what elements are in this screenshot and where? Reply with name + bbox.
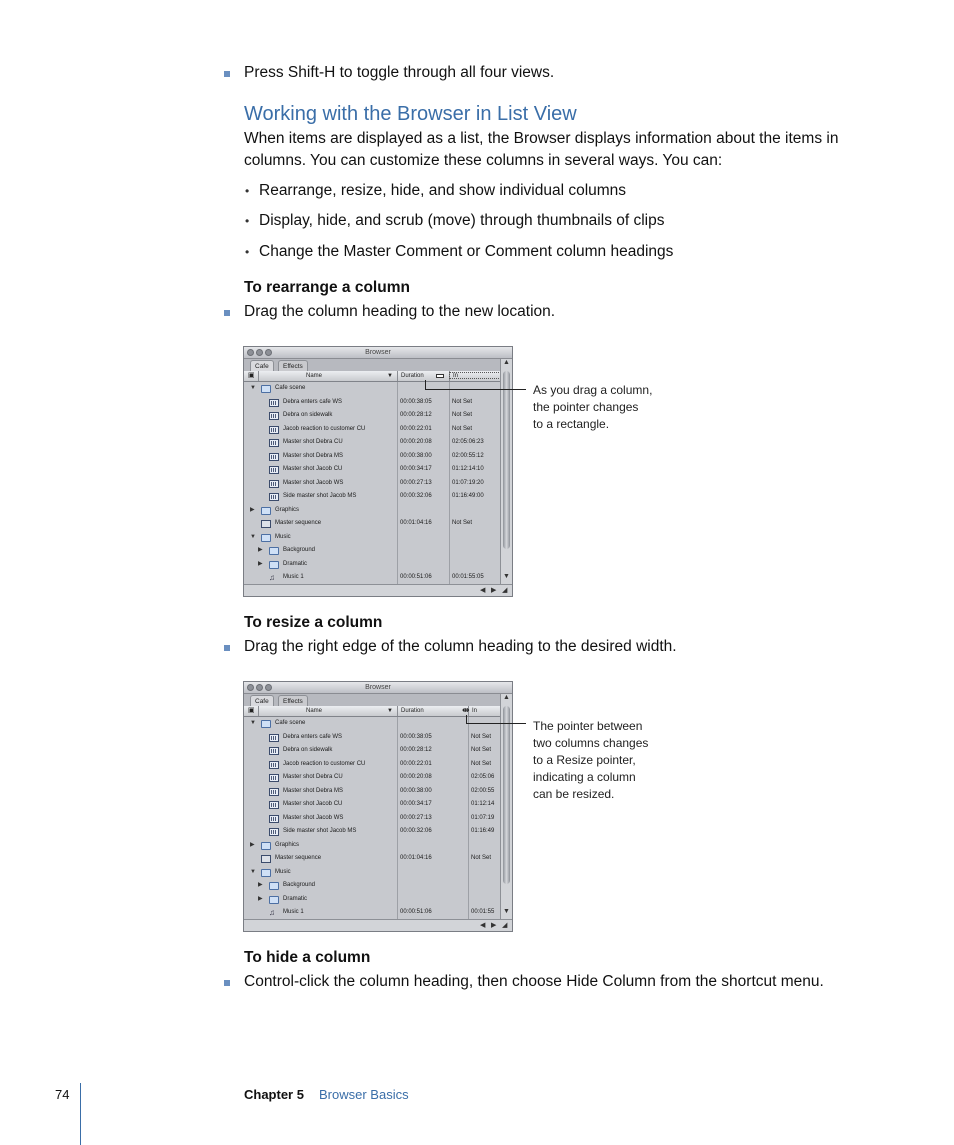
column-header-row (244, 706, 500, 717)
table-row (244, 544, 500, 558)
table-row (244, 866, 500, 880)
cell-in: 01:16:49 (471, 828, 495, 834)
disclosure-open-icon: ▼ (250, 868, 256, 875)
clip-icon (269, 774, 279, 782)
tab-bar (244, 694, 512, 706)
bin-folder-icon (261, 507, 271, 515)
vertical-scrollbar (500, 359, 513, 584)
cell-duration: 00:00:38:00 (400, 452, 432, 459)
clip-icon (269, 426, 279, 434)
vertical-scrollbar (500, 694, 513, 919)
table-row (244, 409, 500, 423)
clip-icon (269, 493, 279, 501)
cell-in: Not Set (452, 412, 473, 418)
cell-name: Dramatic (283, 895, 308, 902)
cell-name: Master sequence (275, 520, 322, 526)
bin-folder-icon (261, 842, 271, 850)
sort-arrow-icon: ▼ (387, 708, 393, 714)
table-row (244, 812, 500, 826)
cell-name: Dramatic (283, 560, 308, 567)
cell-in: 01:07:19:20 (452, 479, 484, 486)
table-row (244, 771, 500, 785)
callout-line: The pointer between (533, 719, 643, 733)
task-title-resize: To resize a column (244, 614, 383, 631)
cell-in: Not Set (471, 733, 492, 740)
clip-icon (269, 734, 279, 742)
table-row (244, 825, 500, 839)
cell-duration: 00:00:51:06 (400, 574, 432, 580)
resize-pointer-icon: ⇹ (462, 705, 470, 715)
table-row (244, 839, 500, 853)
table-row (244, 463, 500, 477)
cell-name: Master shot Jacob CU (283, 801, 343, 807)
column-header-duration: Duration (401, 708, 424, 714)
table-row (244, 423, 500, 437)
browser-window-screenshot (243, 346, 513, 597)
bin-folder-icon (269, 896, 279, 904)
window-title: Browser (365, 684, 391, 691)
scroll-right-arrow-icon: ▶ (491, 587, 497, 594)
task-title-hide: To hide a column (244, 949, 371, 966)
cell-name: Master shot Debra CU (283, 439, 343, 445)
table-row (244, 517, 500, 531)
table-row (244, 571, 500, 585)
cell-name: Graphics (275, 841, 300, 848)
header-divider (258, 706, 259, 716)
page-number: 74 (55, 1087, 70, 1102)
callout-line: to a rectangle. (533, 417, 610, 431)
column-header-in: In (472, 708, 478, 714)
drag-rectangle-pointer-icon (436, 374, 444, 378)
cell-name: Cafe scene (275, 385, 306, 391)
clip-icon (269, 747, 279, 755)
cell-name: Master shot Jacob WS (283, 814, 344, 821)
bin-folder-icon (261, 720, 271, 728)
bin-folder-icon (261, 534, 271, 542)
table-row (244, 436, 500, 450)
clip-icon (269, 466, 279, 474)
table-row (244, 758, 500, 772)
disclosure-closed-icon: ▶ (250, 506, 255, 513)
disclosure-closed-icon: ▶ (250, 841, 255, 848)
list-item: Rearrange, resize, hide, and show individual columns (259, 182, 627, 199)
cell-name: Master shot Jacob WS (283, 479, 344, 486)
bullet-square (224, 71, 230, 77)
cell-in: 02:05:06 (471, 774, 495, 780)
cell-in: Not Set (471, 747, 492, 753)
table-row (244, 906, 500, 920)
task-step-rearrange: Drag the column heading to the new location. (244, 303, 556, 320)
cell-in: Not Set (471, 760, 492, 767)
column-header-name: Name (306, 708, 323, 714)
clip-icon (269, 480, 279, 488)
table-row (244, 893, 500, 907)
cell-duration: 00:00:32:06 (400, 493, 432, 499)
cell-in: 02:05:06:23 (452, 439, 484, 445)
clip-icon (269, 788, 279, 796)
cell-duration: 00:00:34:17 (400, 801, 432, 807)
footer-chapter: Chapter 5 (244, 1087, 304, 1102)
table-row (244, 852, 500, 866)
intro-bullet-text: Press Shift-H to toggle through all four views. (244, 64, 555, 81)
table-row (244, 717, 500, 731)
task-title-rearrange: To rearrange a column (244, 279, 410, 296)
cell-name: Side master shot Jacob MS (283, 493, 357, 499)
callout-line: can be resized. (533, 787, 615, 801)
cell-in: 01:12:14 (471, 801, 495, 807)
cell-duration: 00:01:04:16 (400, 855, 432, 861)
clip-icon (269, 828, 279, 836)
scroll-down-arrow-icon: ▼ (503, 573, 510, 580)
film-icon: ▣ (248, 707, 255, 714)
table-row (244, 450, 500, 464)
cell-name: Debra on sidewalk (283, 412, 333, 418)
cell-name: Cafe scene (275, 720, 306, 726)
window-titlebar (244, 347, 512, 359)
clip-icon (269, 399, 279, 407)
cell-in: 01:07:19 (471, 814, 495, 821)
cell-duration: 00:00:38:05 (400, 733, 432, 740)
cell-name: Music 1 (283, 574, 304, 580)
callout-leader-line (466, 723, 526, 724)
sort-arrow-icon: ▼ (387, 373, 393, 379)
header-divider (258, 371, 259, 381)
cell-in: 02:00:55:12 (452, 452, 484, 459)
audio-clip-icon: ♫ (269, 908, 275, 917)
callout-line: two columns changes (533, 736, 649, 750)
header-divider (397, 706, 398, 716)
scrollbar-thumb (503, 706, 510, 884)
cell-name: Jacob reaction to customer CU (283, 760, 366, 767)
cell-name: Music 1 (283, 909, 304, 915)
scroll-down-arrow-icon: ▼ (503, 908, 510, 915)
disclosure-closed-icon: ▶ (258, 895, 263, 902)
callout-drag-column (533, 382, 652, 433)
scroll-up-arrow-icon: ▲ (503, 694, 510, 701)
cell-name: Debra enters cafe WS (283, 733, 343, 740)
disclosure-open-icon: ▼ (250, 720, 256, 726)
callout-line: As you drag a column, (533, 383, 653, 397)
cell-name: Graphics (275, 506, 300, 513)
callout-line: the pointer changes (533, 400, 639, 414)
header-divider (397, 371, 398, 381)
resize-grip-icon: ◢ (502, 922, 508, 929)
callout-resize-pointer (533, 718, 648, 803)
window-titlebar (244, 682, 512, 694)
cell-name: Music (275, 533, 291, 540)
cell-duration: 00:00:32:06 (400, 828, 432, 834)
cell-duration: 00:00:51:06 (400, 909, 432, 915)
cell-in: 02:00:55 (471, 787, 495, 794)
section-paragraph: When items are displayed as a list, the Browser displays information about the items in columns. You can customize these columns in several ways. You can: (244, 130, 839, 169)
callout-leader-line (466, 715, 467, 724)
cell-in: 00:01:55 (471, 909, 495, 915)
bullet-square (224, 310, 230, 316)
clip-icon (269, 439, 279, 447)
scroll-up-arrow-icon: ▲ (503, 359, 510, 366)
column-header-in: In (453, 373, 459, 379)
cell-name: Music (275, 868, 291, 875)
list-item: Display, hide, and scrub (move) through thumbnails of clips (259, 212, 665, 229)
table-row (244, 785, 500, 799)
column-header-name: Name (306, 373, 323, 379)
browser-window-screenshot-resize (243, 681, 513, 932)
cell-duration: 00:00:20:08 (400, 439, 432, 445)
sequence-icon (261, 855, 271, 863)
cell-duration: 00:01:04:16 (400, 520, 432, 526)
clip-icon (269, 815, 279, 823)
table-row (244, 558, 500, 572)
cell-duration: 00:00:22:01 (400, 760, 432, 767)
scroll-left-arrow-icon: ◀ (480, 922, 486, 929)
cell-name: Side master shot Jacob MS (283, 828, 357, 834)
cell-duration: 00:00:27:13 (400, 814, 432, 821)
table-row (244, 879, 500, 893)
callout-leader-line (425, 389, 526, 390)
column-header-duration: Duration (401, 373, 424, 379)
cell-name: Master shot Debra MS (283, 452, 344, 459)
cell-duration: 00:00:38:05 (400, 398, 432, 405)
cell-name: Master shot Debra CU (283, 774, 343, 780)
footer-rule (80, 1083, 81, 1145)
cell-name: Debra enters cafe WS (283, 398, 343, 405)
table-row (244, 490, 500, 504)
table-row (244, 731, 500, 745)
section-title: Working with the Browser in List View (244, 103, 577, 125)
cell-duration: 00:00:28:12 (400, 747, 432, 753)
tab-effects: Effects (278, 695, 308, 707)
window-title: Browser (365, 349, 391, 356)
horizontal-scrollbar (244, 584, 512, 597)
cell-in: Not Set (452, 520, 473, 526)
disclosure-open-icon: ▼ (250, 533, 256, 540)
drag-column-outline (449, 372, 501, 379)
footer-chapter-title: Browser Basics (319, 1087, 409, 1102)
disclosure-closed-icon: ▶ (258, 882, 263, 888)
disclosure-closed-icon: ▶ (258, 560, 263, 567)
clip-icon (269, 412, 279, 420)
cell-duration: 00:00:20:08 (400, 774, 432, 780)
clip-icon (269, 761, 279, 769)
horizontal-scrollbar (244, 919, 512, 932)
disclosure-open-icon: ▼ (250, 385, 256, 391)
scroll-right-arrow-icon: ▶ (491, 922, 497, 929)
bin-folder-icon (269, 547, 279, 555)
audio-clip-icon: ♫ (269, 573, 275, 582)
resize-grip-icon: ◢ (502, 587, 508, 594)
cell-in: 01:16:49:00 (452, 493, 484, 499)
cell-name: Master shot Jacob CU (283, 466, 343, 472)
bullet-square (224, 980, 230, 986)
list-item: Change the Master Comment or Comment column headings (259, 243, 674, 260)
clip-icon (269, 801, 279, 809)
callout-line: to a Resize pointer, (533, 753, 636, 767)
task-step-resize: Drag the right edge of the column heading to the desired width. (244, 638, 677, 655)
cell-in: Not Set (452, 398, 473, 405)
table-row (244, 504, 500, 518)
list-dot: • (245, 245, 250, 259)
cell-in: Not Set (452, 425, 473, 432)
column-header-row (244, 371, 500, 382)
scroll-left-arrow-icon: ◀ (480, 587, 486, 594)
cell-duration: 00:00:38:00 (400, 787, 432, 794)
cell-name: Debra on sidewalk (283, 747, 333, 753)
callout-leader-line (425, 380, 426, 390)
table-row (244, 798, 500, 812)
cell-duration: 00:00:28:12 (400, 412, 432, 418)
film-icon: ▣ (248, 372, 255, 379)
callout-line: indicating a column (533, 770, 636, 784)
bin-folder-icon (261, 385, 271, 393)
tab-cafe: Cafe (250, 360, 274, 372)
tab-cafe: Cafe (250, 695, 274, 707)
cell-duration: 00:00:27:13 (400, 479, 432, 486)
list-dot: • (245, 184, 250, 198)
cell-in: 00:01:55:05 (452, 574, 484, 580)
scrollbar-thumb (503, 371, 510, 549)
cell-name: Master sequence (275, 855, 322, 861)
cell-in: Not Set (471, 855, 492, 861)
cell-duration: 00:00:22:01 (400, 425, 432, 432)
cell-duration: 00:00:34:17 (400, 466, 432, 472)
list-dot: • (245, 214, 250, 228)
disclosure-closed-icon: ▶ (258, 547, 263, 553)
bin-folder-icon (261, 869, 271, 877)
cell-name: Master shot Debra MS (283, 787, 344, 794)
cell-name: Background (283, 547, 316, 553)
sequence-icon (261, 520, 271, 528)
table-row (244, 531, 500, 545)
cell-name: Jacob reaction to customer CU (283, 425, 366, 432)
bullet-square (224, 645, 230, 651)
cell-in: 01:12:14:10 (452, 466, 484, 472)
cell-name: Background (283, 882, 316, 888)
table-row (244, 744, 500, 758)
bin-folder-icon (269, 882, 279, 890)
tab-bar (244, 359, 512, 371)
table-row (244, 477, 500, 491)
table-row (244, 396, 500, 410)
clip-icon (269, 453, 279, 461)
task-step-hide: Control-click the column heading, then choose Hide Column from the shortcut menu. (244, 973, 824, 990)
tab-effects: Effects (278, 360, 308, 372)
bin-folder-icon (269, 561, 279, 569)
